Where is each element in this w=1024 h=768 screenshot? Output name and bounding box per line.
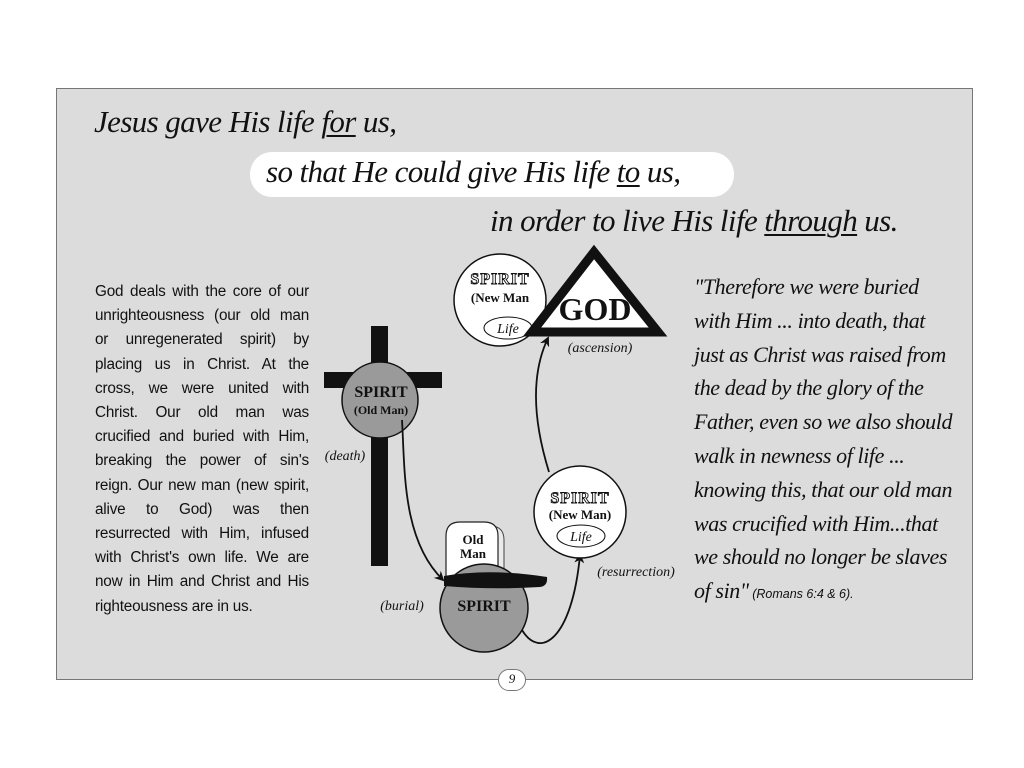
resurrection-arrow (522, 555, 580, 643)
heading-emphasis-through: through (764, 203, 858, 238)
resurrection-spirit-title: SPIRIT (550, 490, 610, 507)
heading-emphasis-to: to (616, 154, 640, 189)
ascension-label: (ascension) (567, 341, 633, 356)
quote-reference: (Romans 6:4 & 6). (748, 587, 854, 602)
death-label: (death) (324, 449, 366, 464)
old-man-spirit-title: SPIRIT (354, 384, 408, 401)
ascension-arrow (536, 338, 549, 472)
scripture-quote (694, 270, 954, 612)
tombstone-line-1: Old (462, 532, 484, 547)
burial-spirit-label: SPIRIT (457, 598, 511, 615)
tombstone-line-2: Man (460, 546, 486, 561)
ascension-spirit-title: SPIRIT (470, 271, 530, 288)
god-label: GOD (558, 291, 632, 327)
resurrection-spirit-life: Life (570, 530, 592, 545)
heading-line-3: in order to live His life through us. (490, 203, 898, 238)
quote-text: "Therefore we were buried with Him ... into death, that just as Christ was raised from the dead by the glory of the Father, even so we also should walk in newness of life ... knowing this, that our old man was crucified with Him...that we should no longer be slaves of sin" (694, 274, 953, 604)
page-number: 9 (508, 671, 516, 686)
resurrection-spirit-subtitle: (New Man) (548, 507, 612, 522)
old-man-spirit-subtitle: (Old Man) (353, 403, 409, 417)
death-arrow (402, 420, 443, 580)
heading-line-2: so that He could give His life to us, (266, 154, 681, 189)
ascension-spirit-subtitle: (New Man (470, 290, 530, 305)
burial-label: (burial) (380, 599, 424, 614)
heading-line-1: Jesus gave His life for us, (94, 104, 397, 139)
ascension-spirit-life: Life (497, 322, 519, 337)
body-paragraph: God deals with the core of our unrighteousness (our old man or unregenerated spirit) by placing us in Christ. At the cross, we were united with Christ. Our old man was crucified and buried with Him, breaking the power of sin's reign. Our new man (new spirit, alive to God) was then resurrected with Him, infused with Christ's own life. We are now in Him and Christ and His righteousness are in us. (95, 283, 309, 615)
resurrection-label: (resurrection) (597, 565, 675, 580)
heading-emphasis-for: for (321, 104, 356, 139)
grave-soil (444, 572, 547, 588)
spirit-diagram (300, 240, 690, 660)
